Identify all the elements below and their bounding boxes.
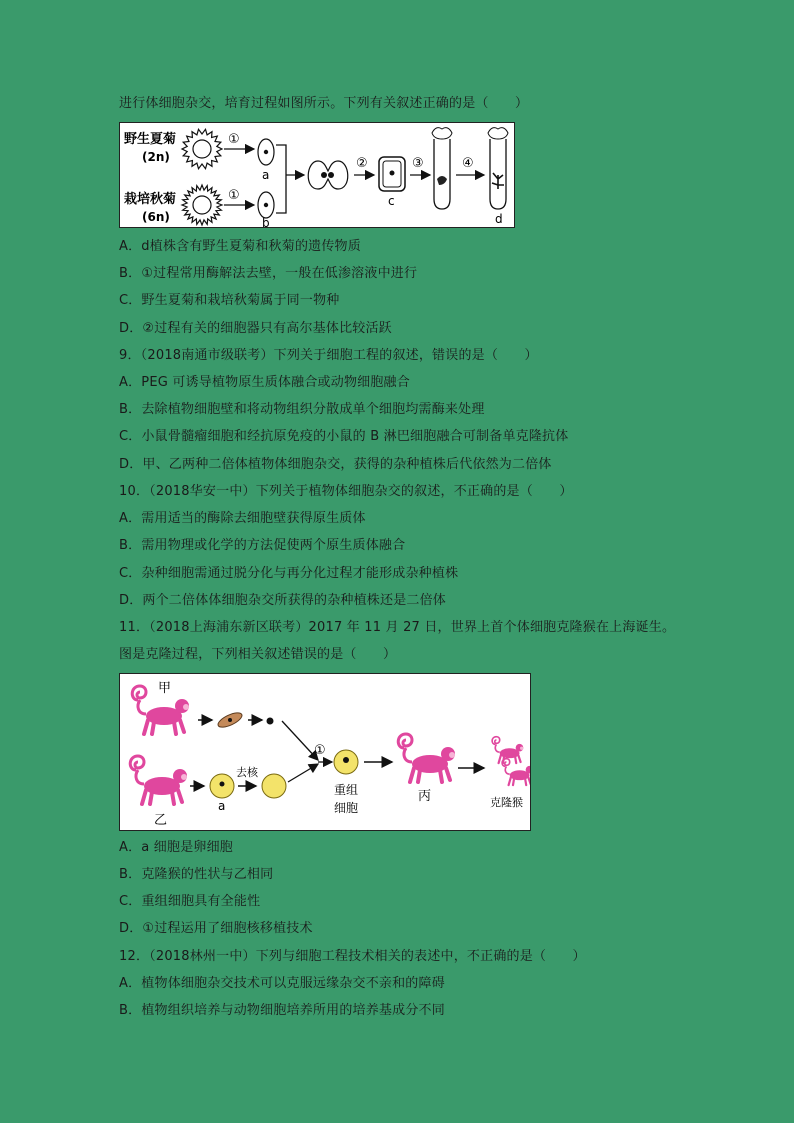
q10-option-d: D．两个二倍体体细胞杂交所获得的杂种植株还是二倍体: [119, 593, 447, 608]
enucleated-egg-icon: [262, 774, 286, 798]
label-recombined-2: 细胞: [334, 801, 359, 815]
q8-option-d: D．②过程有关的细胞器只有高尔基体比较活跃: [119, 321, 392, 336]
monkey-yi-icon: [130, 756, 187, 804]
question-8-stem: 进行体细胞杂交，培育过程如图所示。下列有关叙述正确的是（ ）: [119, 96, 529, 111]
step4-label: ④: [462, 156, 474, 171]
q12-option-a: A．植物体细胞杂交技术可以克服远缘杂交不亲和的障碍: [119, 976, 445, 991]
q11-option-a: A．a 细胞是卵细胞: [119, 840, 233, 855]
label-bing: 丙: [418, 789, 432, 804]
cloning-diagram: [120, 674, 530, 830]
hybridization-diagram: [120, 123, 514, 227]
label-yi: 乙: [154, 813, 168, 828]
q9-option-d: D．甲、乙两种二倍体植物体细胞杂交，获得的杂种植株后代依然为二倍体: [119, 457, 552, 472]
q11-option-d: D．①过程运用了细胞核移植技术: [119, 921, 313, 936]
nucleus-icon: [267, 718, 274, 725]
question-9-stem: 9．（2018南通市级联考）下列关于细胞工程的叙述，错误的是（ ）: [119, 348, 538, 363]
label-enucleate: 去核: [236, 766, 258, 779]
q8-option-b: B．①过程常用酶解法去壁，一般在低渗溶液中进行: [119, 266, 418, 281]
q10-option-c: C．杂种细胞需通过脱分化与再分化过程才能形成杂种植株: [119, 566, 459, 581]
step1-bottom-label: ①: [228, 188, 240, 203]
q11-option-b: B．克隆猴的性状与乙相同: [119, 867, 274, 882]
wild-ploidy-label: (2n): [142, 150, 170, 164]
q9-option-a: A．PEG 可诱导植物原生质体融合或动物细胞融合: [119, 375, 410, 390]
wild-chrysanthemum-label: 野生夏菊: [124, 132, 177, 147]
step3-label: ③: [412, 156, 424, 171]
cultivated-ploidy-label: (6n): [142, 210, 170, 224]
label-jia: 甲: [158, 681, 172, 696]
cultivated-cell-icon: [182, 185, 222, 225]
wild-cell-icon: [182, 129, 222, 168]
step1-label: ①: [314, 743, 326, 758]
label-clone-monkey: 克隆猴: [490, 796, 523, 809]
label-egg-a: a: [218, 799, 226, 813]
label-c: c: [388, 194, 395, 208]
q8-option-a: A．d植株含有野生夏菊和秋菊的遗传物质: [119, 239, 361, 254]
figure-somatic-hybridization: [119, 122, 515, 228]
q8-option-c: C．野生夏菊和栽培秋菊属于同一物种: [119, 293, 340, 308]
question-10-stem: 10．（2018华安一中）下列关于植物体细胞杂交的叙述，不正确的是（ ）: [119, 484, 573, 499]
label-recombined-1: 重组: [334, 783, 359, 797]
q9-option-b: B．去除植物细胞壁和将动物组织分散成单个细胞均需酶来处理: [119, 402, 485, 417]
test-tube-callus-icon: [432, 128, 452, 209]
q11-option-c: C．重组细胞具有全能性: [119, 894, 261, 909]
step2-label: ②: [356, 156, 368, 171]
test-tube-plantlet-icon: [488, 128, 508, 209]
question-11-stem-cont: 图是克隆过程，下列相关叙述错误的是（ ）: [119, 647, 397, 662]
label-b: b: [262, 216, 270, 227]
q10-option-b: B．需用物理或化学的方法促使两个原生质体融合: [119, 538, 406, 553]
monkey-bing-icon: [398, 734, 455, 782]
q12-option-b: B．植物组织培养与动物细胞培养所用的培养基成分不同: [119, 1003, 445, 1018]
q9-option-c: C．小鼠骨髓瘤细胞和经抗原免疫的小鼠的 B 淋巴细胞融合可制备单克隆抗体: [119, 429, 569, 444]
cultivated-chrysanthemum-label: 栽培秋菊: [124, 192, 177, 207]
step1-top-label: ①: [228, 132, 240, 147]
merge-bracket: [276, 145, 286, 213]
label-d: d: [495, 212, 503, 226]
figure-monkey-cloning: [119, 673, 531, 831]
question-11-stem: 11．（2018上海浦东新区联考）2017 年 11 月 27 日，世界上首个体细胞克隆猴在上海诞生。: [119, 620, 676, 635]
label-a: a: [262, 168, 270, 182]
question-12-stem: 12．（2018林州一中）下列与细胞工程技术相关的表述中，不正确的是（ ）: [119, 949, 586, 964]
q10-option-a: A．需用适当的酶除去细胞壁获得原生质体: [119, 511, 366, 526]
